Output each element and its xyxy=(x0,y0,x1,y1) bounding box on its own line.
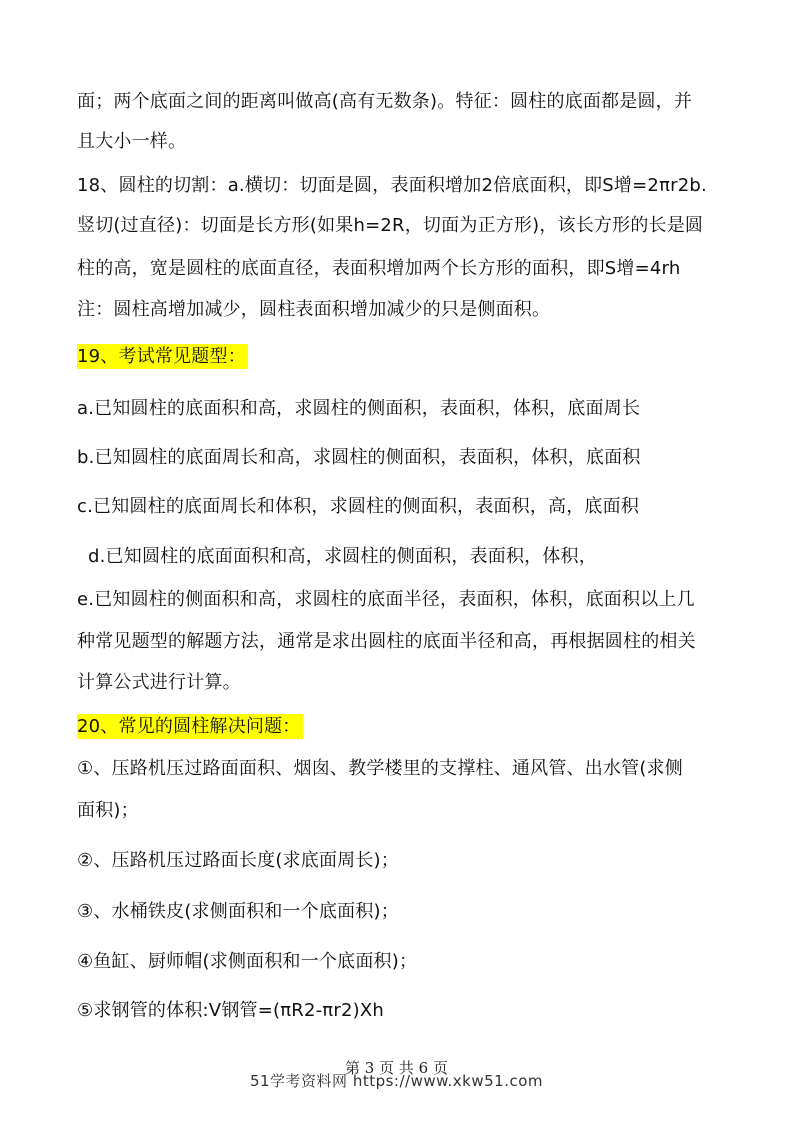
section-heading-20 xyxy=(77,714,303,740)
question-type-a: a.已知圆柱的底面积和高，求圆柱的侧面积，表面积，体积，底面周长 xyxy=(77,398,641,419)
section-heading-19 xyxy=(77,344,248,370)
problem-item-1-cont: 面积)； xyxy=(77,800,139,821)
question-type-b: b.已知圆柱的底面周长和高，求圆柱的侧面积，表面积，体积，底面积 xyxy=(77,447,641,468)
text-line-4: 竖切(过直径)：切面是长方形(如果h=2R，切面为正方形)，该长方形的长是圆 xyxy=(77,215,704,236)
text-line-14: 计算公式进行计算。 xyxy=(77,672,241,693)
question-type-c: c.已知圆柱的底面周长和体积，求圆柱的侧面积，表面积，高，底面积 xyxy=(77,496,640,517)
watermark-text: 51学考资料网 https://www.xkw51.com xyxy=(249,1072,544,1090)
question-type-d: d.已知圆柱的底面面积和高，求圆柱的侧面积，表面积，体积， xyxy=(88,546,597,567)
text-line-13: 种常见题型的解题方法，通常是求出圆柱的底面半径和高，再根据圆柱的相关 xyxy=(77,631,696,652)
text-line-6: 注：圆柱高增加减少，圆柱表面积增加减少的只是侧面积。 xyxy=(77,299,551,320)
text-line-1: 面；两个底面之间的距离叫做高(高有无数条)。特征：圆柱的底面都是圆，并 xyxy=(77,91,693,112)
problem-item-2: ②、压路机压过路面长度(求底面周长)； xyxy=(77,850,399,871)
question-type-e: e.已知圆柱的侧面积和高，求圆柱的底面半径，表面积，体积，底面积以上几 xyxy=(77,589,695,610)
problem-item-1: ①、压路机压过路面面积、烟囱、教学楼里的支撑柱、通风管、出水管(求侧 xyxy=(77,758,683,779)
problem-item-4: ④鱼缸、厨师帽(求侧面积和一个底面积)； xyxy=(77,951,418,972)
highlighted-heading-20: 20、常见的圆柱解决问题： xyxy=(77,716,301,737)
problem-item-5: ⑤求钢管的体积:V钢管=(πR2-πr2)Xh xyxy=(77,1000,384,1021)
text-line-5: 柱的高，宽是圆柱的底面直径，表面积增加两个长方形的面积，即S增=4rh xyxy=(77,258,681,279)
problem-item-3: ③、水桶铁皮(求侧面积和一个底面积)； xyxy=(77,901,399,922)
highlighted-heading-19: 19、考试常见题型： xyxy=(77,346,246,367)
page-number: 第 3 页 共 6 页 xyxy=(345,1059,448,1077)
text-line-2: 且大小一样。 xyxy=(77,131,187,152)
text-line-3: 18、圆柱的切割：a.横切：切面是圆，表面积增加2倍底面积，即S增=2πr2b. xyxy=(77,175,707,196)
